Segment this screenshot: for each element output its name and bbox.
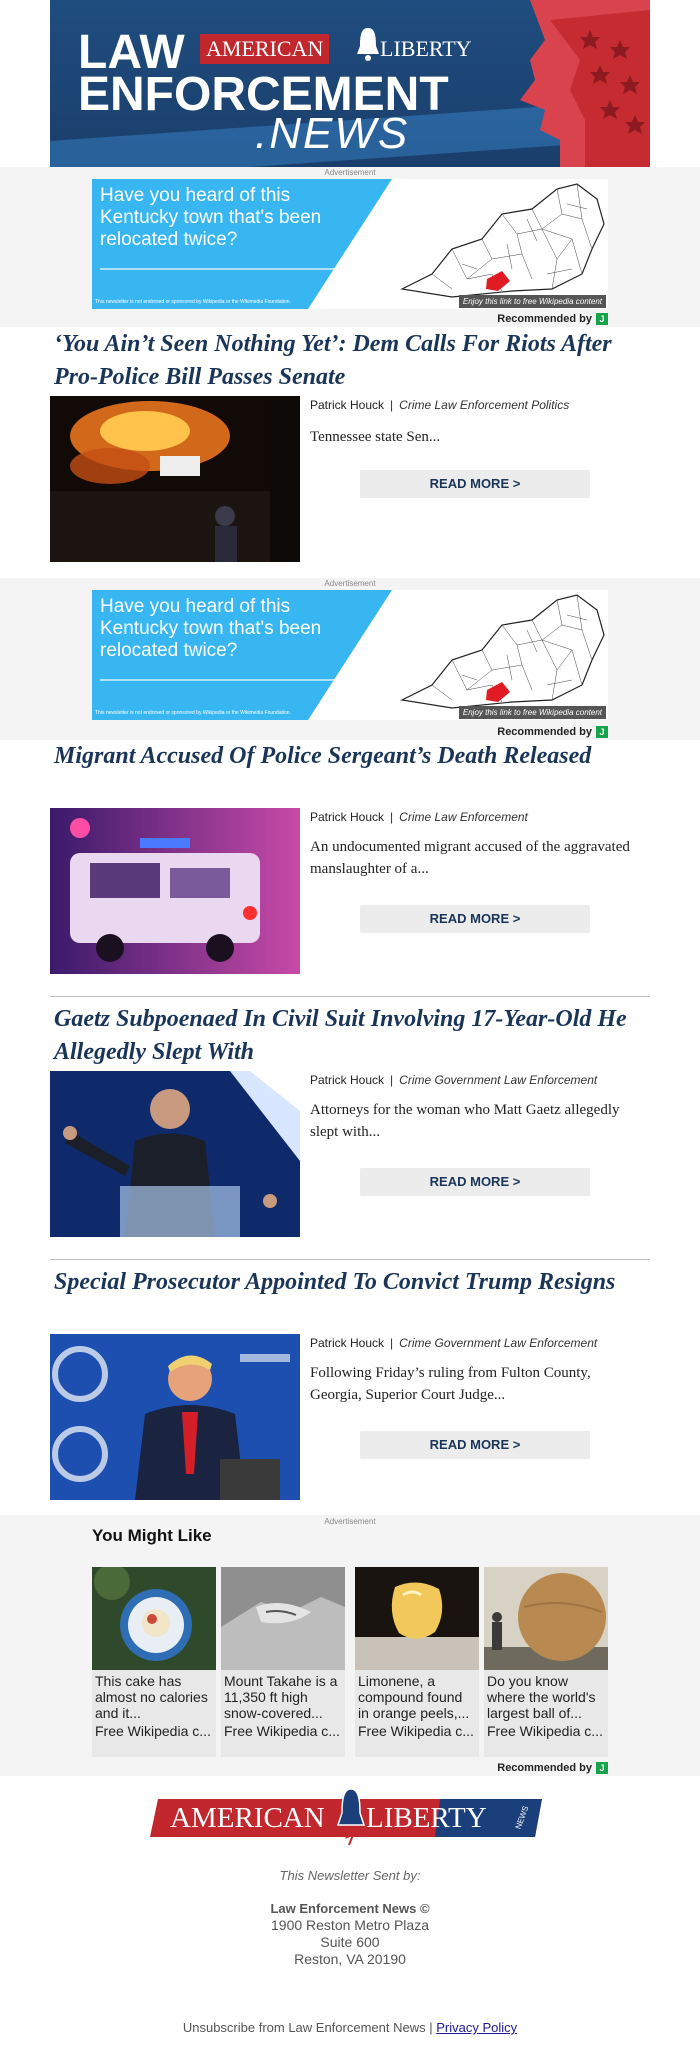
ad-label: Advertisement — [324, 168, 376, 177]
card-source: Free Wikipedia c... — [224, 1723, 340, 1739]
header-banner[interactable] — [50, 0, 650, 167]
recommended-by-label: Recommended by — [497, 726, 592, 738]
jeeng-logo-icon: J — [596, 1762, 608, 1774]
ad-divider — [100, 268, 380, 270]
ad-label: Advertisement — [324, 1517, 376, 1526]
read-more-button[interactable]: READ MORE > — [360, 1431, 590, 1459]
address-line-3: Reston, VA 20190 — [294, 1951, 406, 1967]
article-divider — [50, 996, 650, 997]
footer-separator: | — [425, 2020, 437, 2035]
meta-separator: | — [390, 398, 394, 412]
card-image-cake — [92, 1567, 216, 1670]
read-more-button[interactable]: READ MORE > — [360, 470, 590, 498]
liberty-wordmark: LIBERTY — [380, 36, 472, 61]
meta-separator: | — [390, 810, 394, 824]
ad-disclaimer: This newsletter is not endorsed or sponsored by Wikipedia or the Wikimedia Foundation. — [95, 710, 291, 716]
recommended-by[interactable] — [497, 313, 608, 325]
jeeng-logo-icon: J — [596, 313, 608, 325]
recommended-by-label: Recommended by — [497, 313, 592, 325]
american-liberty-logo[interactable] — [150, 1783, 550, 1853]
article-thumbnail-ambulance[interactable] — [50, 808, 300, 974]
card-caption: Mount Takahe is a 11,350 ft high snow-covered... — [224, 1673, 338, 1721]
article-headline[interactable]: Migrant Accused Of Police Sergeant’s Death Released — [54, 743, 592, 769]
recommendation-card[interactable] — [92, 1567, 216, 1757]
article-divider — [50, 1259, 650, 1260]
meta-separator: | — [390, 1336, 394, 1350]
card-source: Free Wikipedia c... — [358, 1723, 474, 1739]
card-image-mount-takahe — [221, 1567, 345, 1670]
liberty-bell-icon — [336, 1783, 366, 1847]
kentucky-map-graphic — [392, 590, 608, 720]
article-categories: Crime Law Enforcement Politics — [399, 398, 570, 412]
article-headline[interactable]: Gaetz Subpoenaed In Civil Suit Involving 17-Year-Old He Allegedly Slept With — [54, 1006, 627, 1065]
patriot-silhouette-graphic — [490, 0, 650, 167]
read-more-button[interactable]: READ MORE > — [360, 1168, 590, 1196]
ad-headline: Have you heard of this Kentucky town that's been relocated twice? — [100, 185, 322, 250]
privacy-policy-link[interactable]: Privacy Policy — [436, 2020, 518, 2035]
article-thumbnail-gaetz[interactable] — [50, 1071, 300, 1237]
card-image-ball — [484, 1567, 608, 1670]
article-thumbnail-riot[interactable] — [50, 396, 300, 562]
ad-banner-kentucky[interactable] — [92, 590, 608, 720]
card-source: Free Wikipedia c... — [95, 1723, 211, 1739]
read-more-button[interactable]: READ MORE > — [360, 905, 590, 933]
american-wordmark: AMERICAN — [200, 34, 329, 64]
recommendation-card[interactable] — [355, 1567, 479, 1757]
article-meta — [310, 1336, 597, 1350]
ad-enjoy-caption: Enjoy this link to free Wikipedia content — [459, 706, 606, 719]
ad-headline: Have you heard of this Kentucky town that's been relocated twice? — [100, 596, 322, 661]
kentucky-map-graphic — [392, 179, 608, 309]
article-author: Patrick Houck — [310, 398, 385, 412]
article-categories: Crime Law Enforcement — [399, 810, 528, 824]
recommended-by[interactable] — [497, 1762, 608, 1774]
jeeng-logo-icon: J — [596, 726, 608, 738]
ad-label: Advertisement — [324, 579, 376, 588]
article-categories: Crime Government Law Enforcement — [399, 1336, 598, 1350]
recommended-by-label: Recommended by — [497, 1762, 592, 1774]
news-wordmark: .NEWS — [255, 109, 410, 158]
article-headline[interactable]: Special Prosecutor Appointed To Convict Trump Resigns — [54, 1269, 616, 1295]
card-caption: Limonene, a compound found in orange peels,... — [358, 1673, 470, 1721]
card-source: Free Wikipedia c... — [487, 1723, 603, 1739]
recommendation-card[interactable] — [221, 1567, 345, 1757]
law-wordmark: LAW — [78, 26, 185, 79]
ad-disclaimer: This newsletter is not endorsed or sponsored by Wikipedia or the Wikimedia Foundation. — [95, 299, 291, 305]
card-caption: This cake has almost no calories and it... — [95, 1673, 208, 1721]
logo-american-text: AMERICAN — [170, 1802, 325, 1834]
article-author: Patrick Houck — [310, 1336, 385, 1350]
address-line-1: 1900 Reston Metro Plaza — [271, 1917, 429, 1933]
meta-separator: | — [390, 1073, 394, 1087]
article-excerpt: An undocumented migrant accused of the aggravated manslaughter of a... — [310, 839, 630, 877]
ad-enjoy-caption: Enjoy this link to free Wikipedia content — [459, 295, 606, 308]
ad-divider — [100, 679, 380, 681]
card-image-limonene — [355, 1567, 479, 1670]
footer-links — [0, 2020, 700, 2035]
address-line-2: Suite 600 — [320, 1934, 380, 1950]
logo-news-badge: NEWS — [513, 1804, 531, 1831]
org-name: Law Enforcement News © — [270, 1901, 430, 1916]
article-categories: Crime Government Law Enforcement — [399, 1073, 598, 1087]
article-meta — [310, 810, 528, 824]
article-headline[interactable]: ‘You Ain’t Seen Nothing Yet’: Dem Calls For Riots After Pro-Police Bill Passes Senate — [54, 331, 612, 390]
article-excerpt: Following Friday’s ruling from Fulton County, Georgia, Superior Court Judge... — [310, 1365, 591, 1403]
article-author: Patrick Houck — [310, 1073, 385, 1087]
article-excerpt: Attorneys for the woman who Matt Gaetz allegedly slept with... — [310, 1102, 620, 1140]
unsubscribe-link[interactable]: Unsubscribe from Law Enforcement News — [182, 2020, 426, 2035]
liberty-bell-icon — [355, 24, 381, 64]
logo-liberty-text: LIBERTY — [366, 1802, 487, 1834]
you-might-like-title: You Might Like — [92, 1526, 212, 1545]
ad-banner-kentucky[interactable] — [92, 179, 608, 309]
article-author: Patrick Houck — [310, 810, 385, 824]
sent-by-label: This Newsletter Sent by: — [279, 1868, 421, 1883]
recommended-by[interactable] — [497, 726, 608, 738]
article-meta — [310, 398, 569, 412]
card-caption: Do you know where the world's largest ball of... — [487, 1673, 596, 1721]
recommendation-card[interactable] — [484, 1567, 608, 1757]
article-thumbnail-trump[interactable] — [50, 1334, 300, 1500]
article-meta — [310, 1073, 597, 1087]
article-excerpt: Tennessee state Sen... — [310, 429, 441, 445]
enforcement-wordmark: ENFORCEMENT — [78, 68, 449, 121]
